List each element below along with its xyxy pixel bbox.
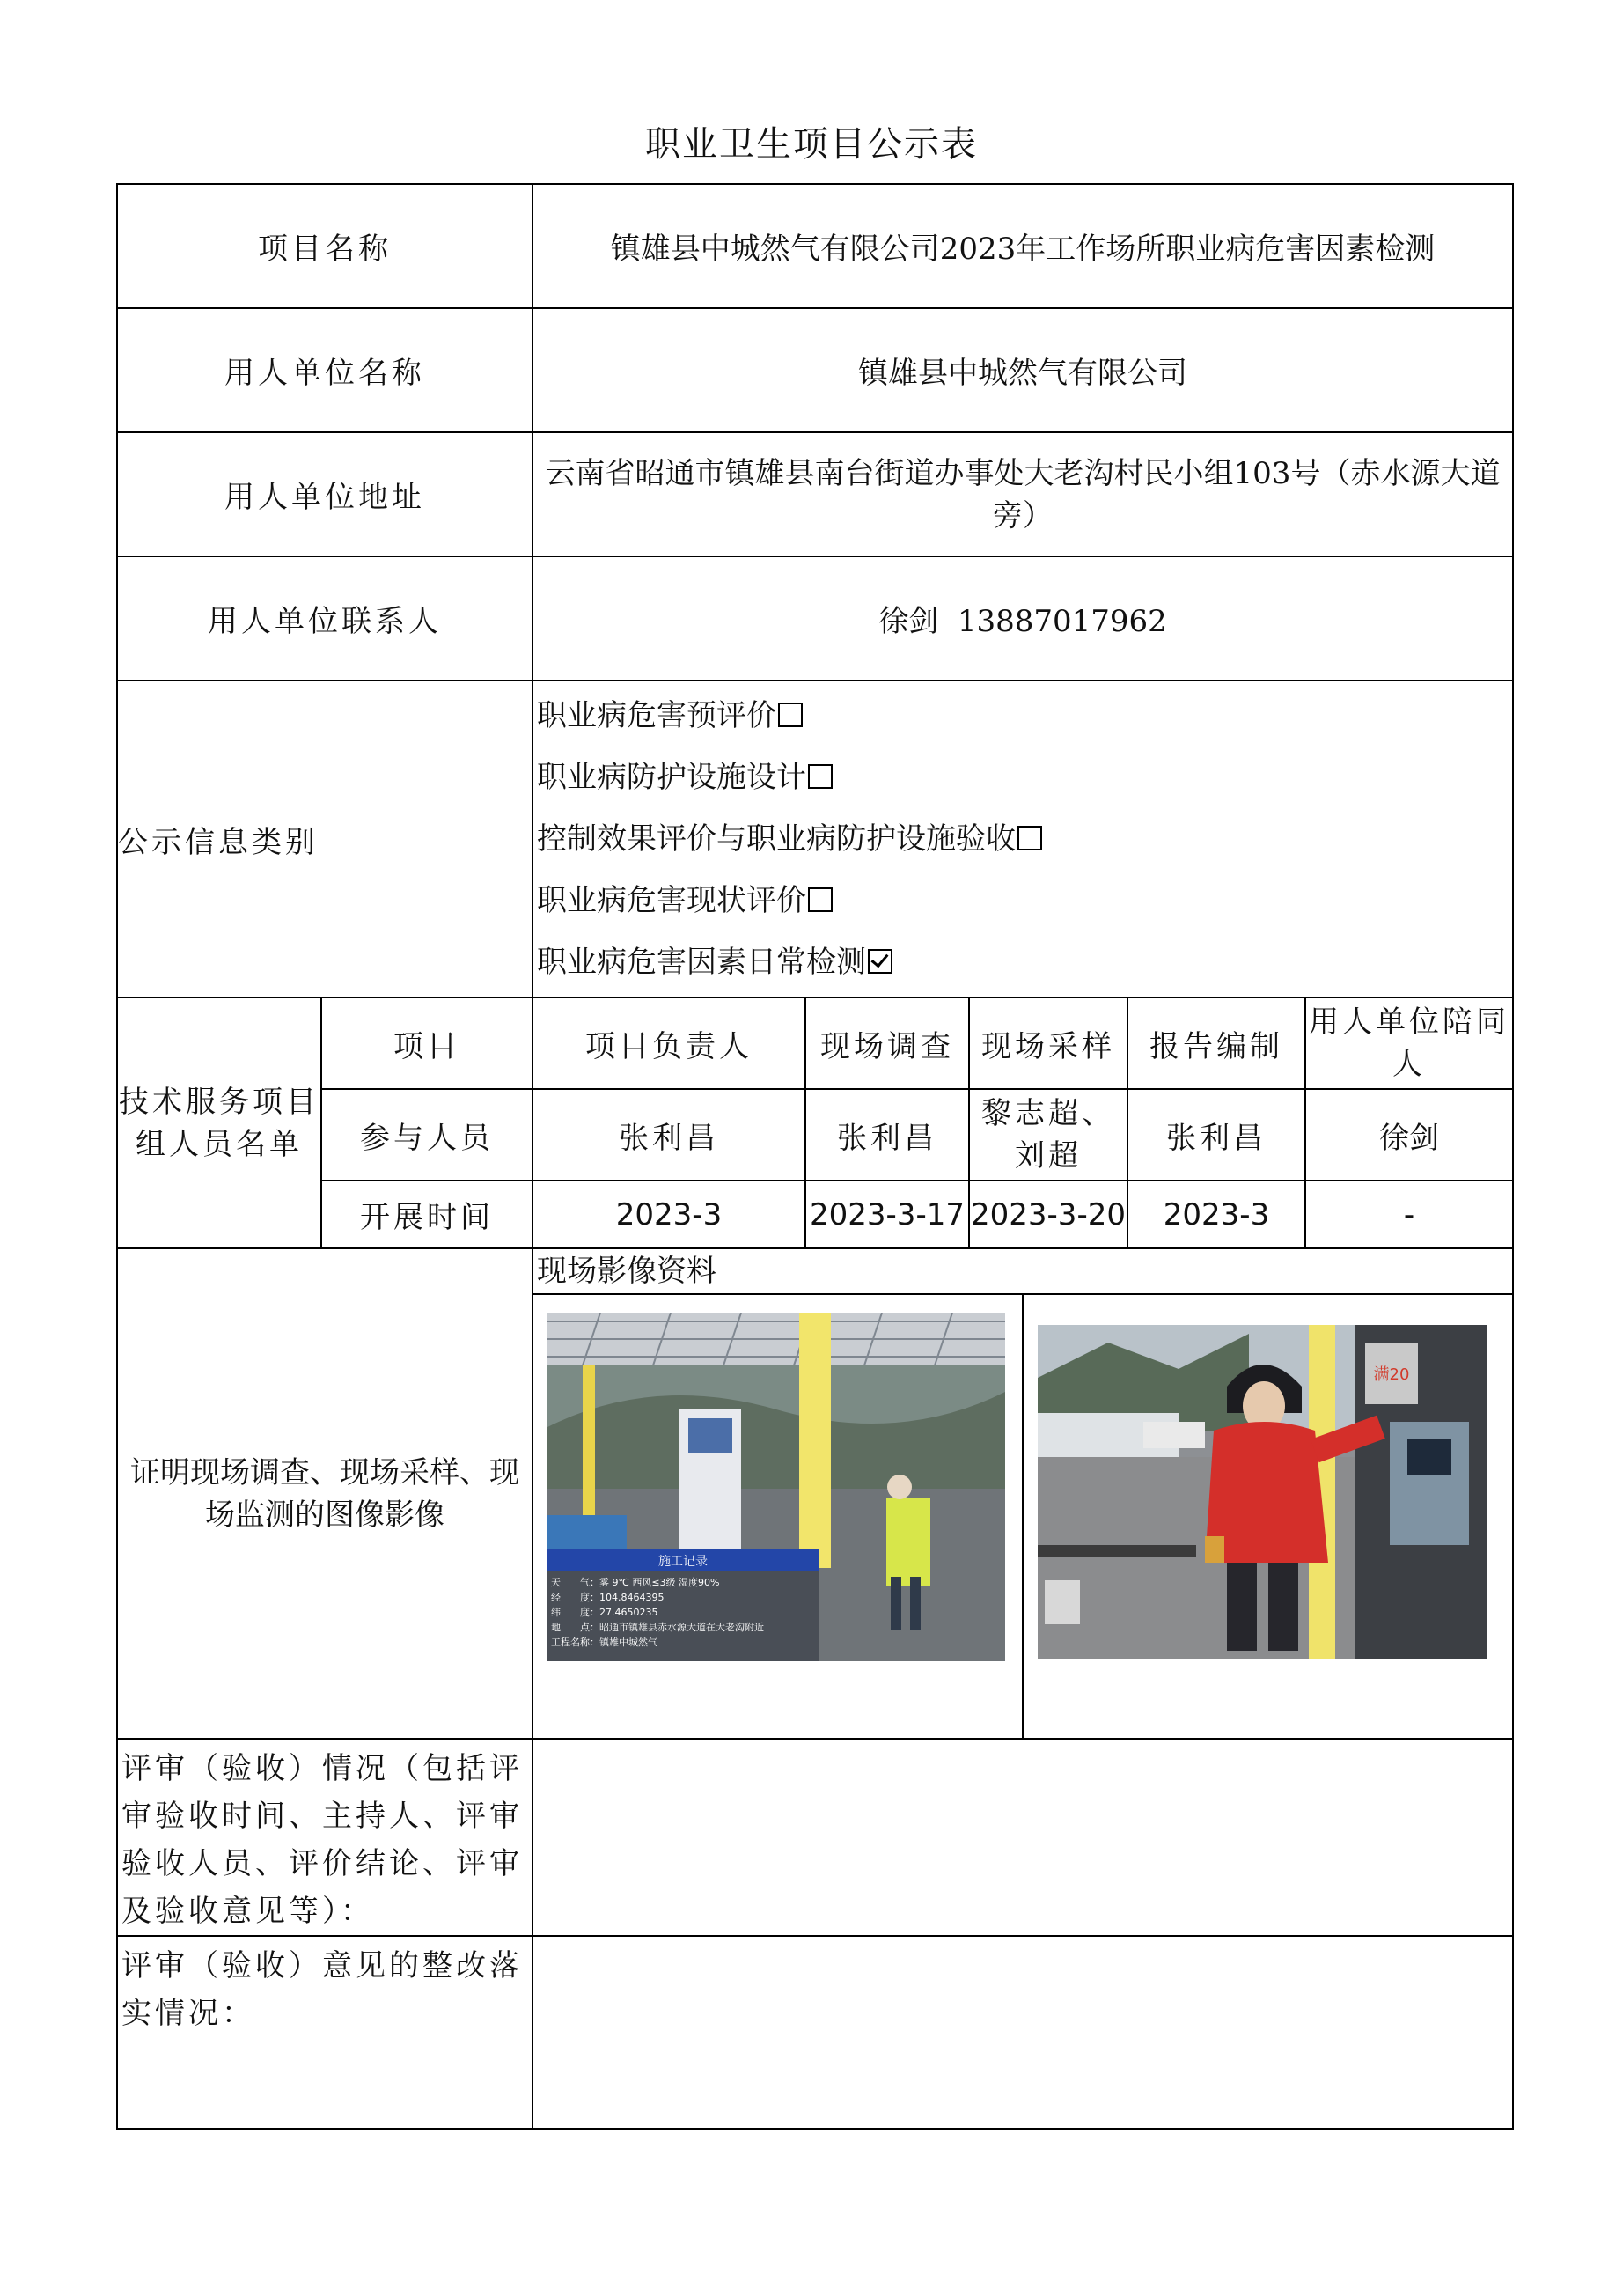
employer-address-value: 云南省昭通市镇雄县南台街道办事处大老沟村民小组103号（赤水源大道旁） — [532, 432, 1513, 556]
photo-banner: 施工记录 — [658, 1555, 708, 1569]
employer-address-label: 用人单位地址 — [117, 432, 532, 556]
team-dates-report: 2023-3 — [1127, 1181, 1305, 1248]
team-dates-sampling: 2023-3-20 — [969, 1181, 1127, 1248]
photo-caption-line: 地 点：昭通市镇雄县赤水源大道在大老沟附近 — [551, 1622, 764, 1633]
gas-station-photo[interactable] — [547, 1313, 1005, 1661]
employer-contact-label: 用人单位联系人 — [117, 556, 532, 681]
review-value — [532, 1739, 1513, 1936]
team-members-lead: 张利昌 — [532, 1089, 805, 1181]
category-option — [533, 870, 1512, 931]
team-members-report: 张利昌 — [1127, 1089, 1305, 1181]
photo-caption-line: 经 度：104.8464395 — [551, 1592, 665, 1603]
review-label: 评审（验收）情况（包括评审验收时间、主持人、评审验收人员、评价结论、评审及验收意见等）： — [117, 1739, 532, 1936]
team-members-survey: 张利昌 — [805, 1089, 969, 1181]
disclosure-table — [116, 183, 1514, 2130]
page-title: 职业卫生项目公示表 — [645, 124, 978, 165]
photo-caption-line: 天 气：雾 9℃ 西风≤3级 湿度90% — [551, 1577, 720, 1588]
evidence-label: 证明现场调查、现场采样、现场监测的图像影像 — [117, 1248, 532, 1739]
category-option-text: 职业病危害现状评价 — [537, 883, 806, 918]
category-option-text: 职业病危害因素日常检测 — [537, 945, 866, 980]
team-header-employer: 用人单位陪同人 — [1305, 997, 1513, 1089]
team-dates-survey: 2023-3-17 — [805, 1181, 969, 1248]
checkbox-unchecked-icon[interactable] — [1017, 826, 1042, 850]
team-members-sampling: 黎志超、刘超 — [969, 1089, 1127, 1181]
category-options — [532, 681, 1513, 997]
gas-station-image — [547, 1313, 1005, 1661]
category-option — [533, 808, 1512, 870]
category-option — [533, 747, 1512, 808]
team-header-lead: 项目负责人 — [532, 997, 805, 1089]
worker-image — [1038, 1325, 1487, 1659]
team-dates-label: 开展时间 — [321, 1181, 532, 1248]
category-option-text: 控制效果评价与职业病防护设施验收 — [537, 821, 1016, 857]
employer-name-value: 镇雄县中城然气有限公司 — [532, 308, 1513, 432]
employer-contact-value: 徐剑 13887017962 — [532, 556, 1513, 681]
rectification-label: 评审（验收）意见的整改落实情况： — [117, 1936, 532, 2129]
rectification-value — [532, 1936, 1513, 2129]
team-header-item: 项目 — [321, 997, 532, 1089]
team-header-report: 报告编制 — [1127, 997, 1305, 1089]
checkbox-unchecked-icon[interactable] — [778, 703, 803, 727]
category-option-text: 职业病危害预评价 — [537, 698, 776, 733]
category-label: 公示信息类别 — [117, 681, 532, 997]
checkbox-checked-icon[interactable] — [868, 949, 892, 974]
category-option-text: 职业病防护设施设计 — [537, 760, 806, 795]
team-header-sampling: 现场采样 — [969, 997, 1127, 1089]
team-header-survey: 现场调查 — [805, 997, 969, 1089]
evidence-photos — [532, 1248, 1513, 1739]
checkbox-unchecked-icon[interactable] — [808, 764, 833, 789]
worker-photo[interactable] — [1038, 1325, 1487, 1659]
photo-cell-right — [1024, 1295, 1512, 1738]
team-dates-employer: - — [1305, 1181, 1513, 1248]
photo-caption-line: 工程名称：镇雄中城然气 — [551, 1637, 657, 1648]
photo-cell-left — [533, 1295, 1024, 1738]
category-option — [533, 685, 1512, 747]
team-label: 技术服务项目组人员名单 — [117, 997, 321, 1248]
photo-section-label: 现场影像资料 — [533, 1249, 1512, 1295]
category-option — [533, 931, 1512, 993]
photo-caption-line: 纬 度：27.4650235 — [551, 1607, 658, 1618]
team-dates-lead: 2023-3 — [532, 1181, 805, 1248]
project-name-label: 项目名称 — [117, 184, 532, 308]
station-sign: 满20 — [1373, 1365, 1410, 1384]
team-members-label: 参与人员 — [321, 1089, 532, 1181]
team-members-employer: 徐剑 — [1305, 1089, 1513, 1181]
checkbox-unchecked-icon[interactable] — [808, 887, 833, 912]
photo-grid — [533, 1295, 1512, 1738]
employer-name-label: 用人单位名称 — [117, 308, 532, 432]
project-name-value: 镇雄县中城然气有限公司2023年工作场所职业病危害因素检测 — [532, 184, 1513, 308]
